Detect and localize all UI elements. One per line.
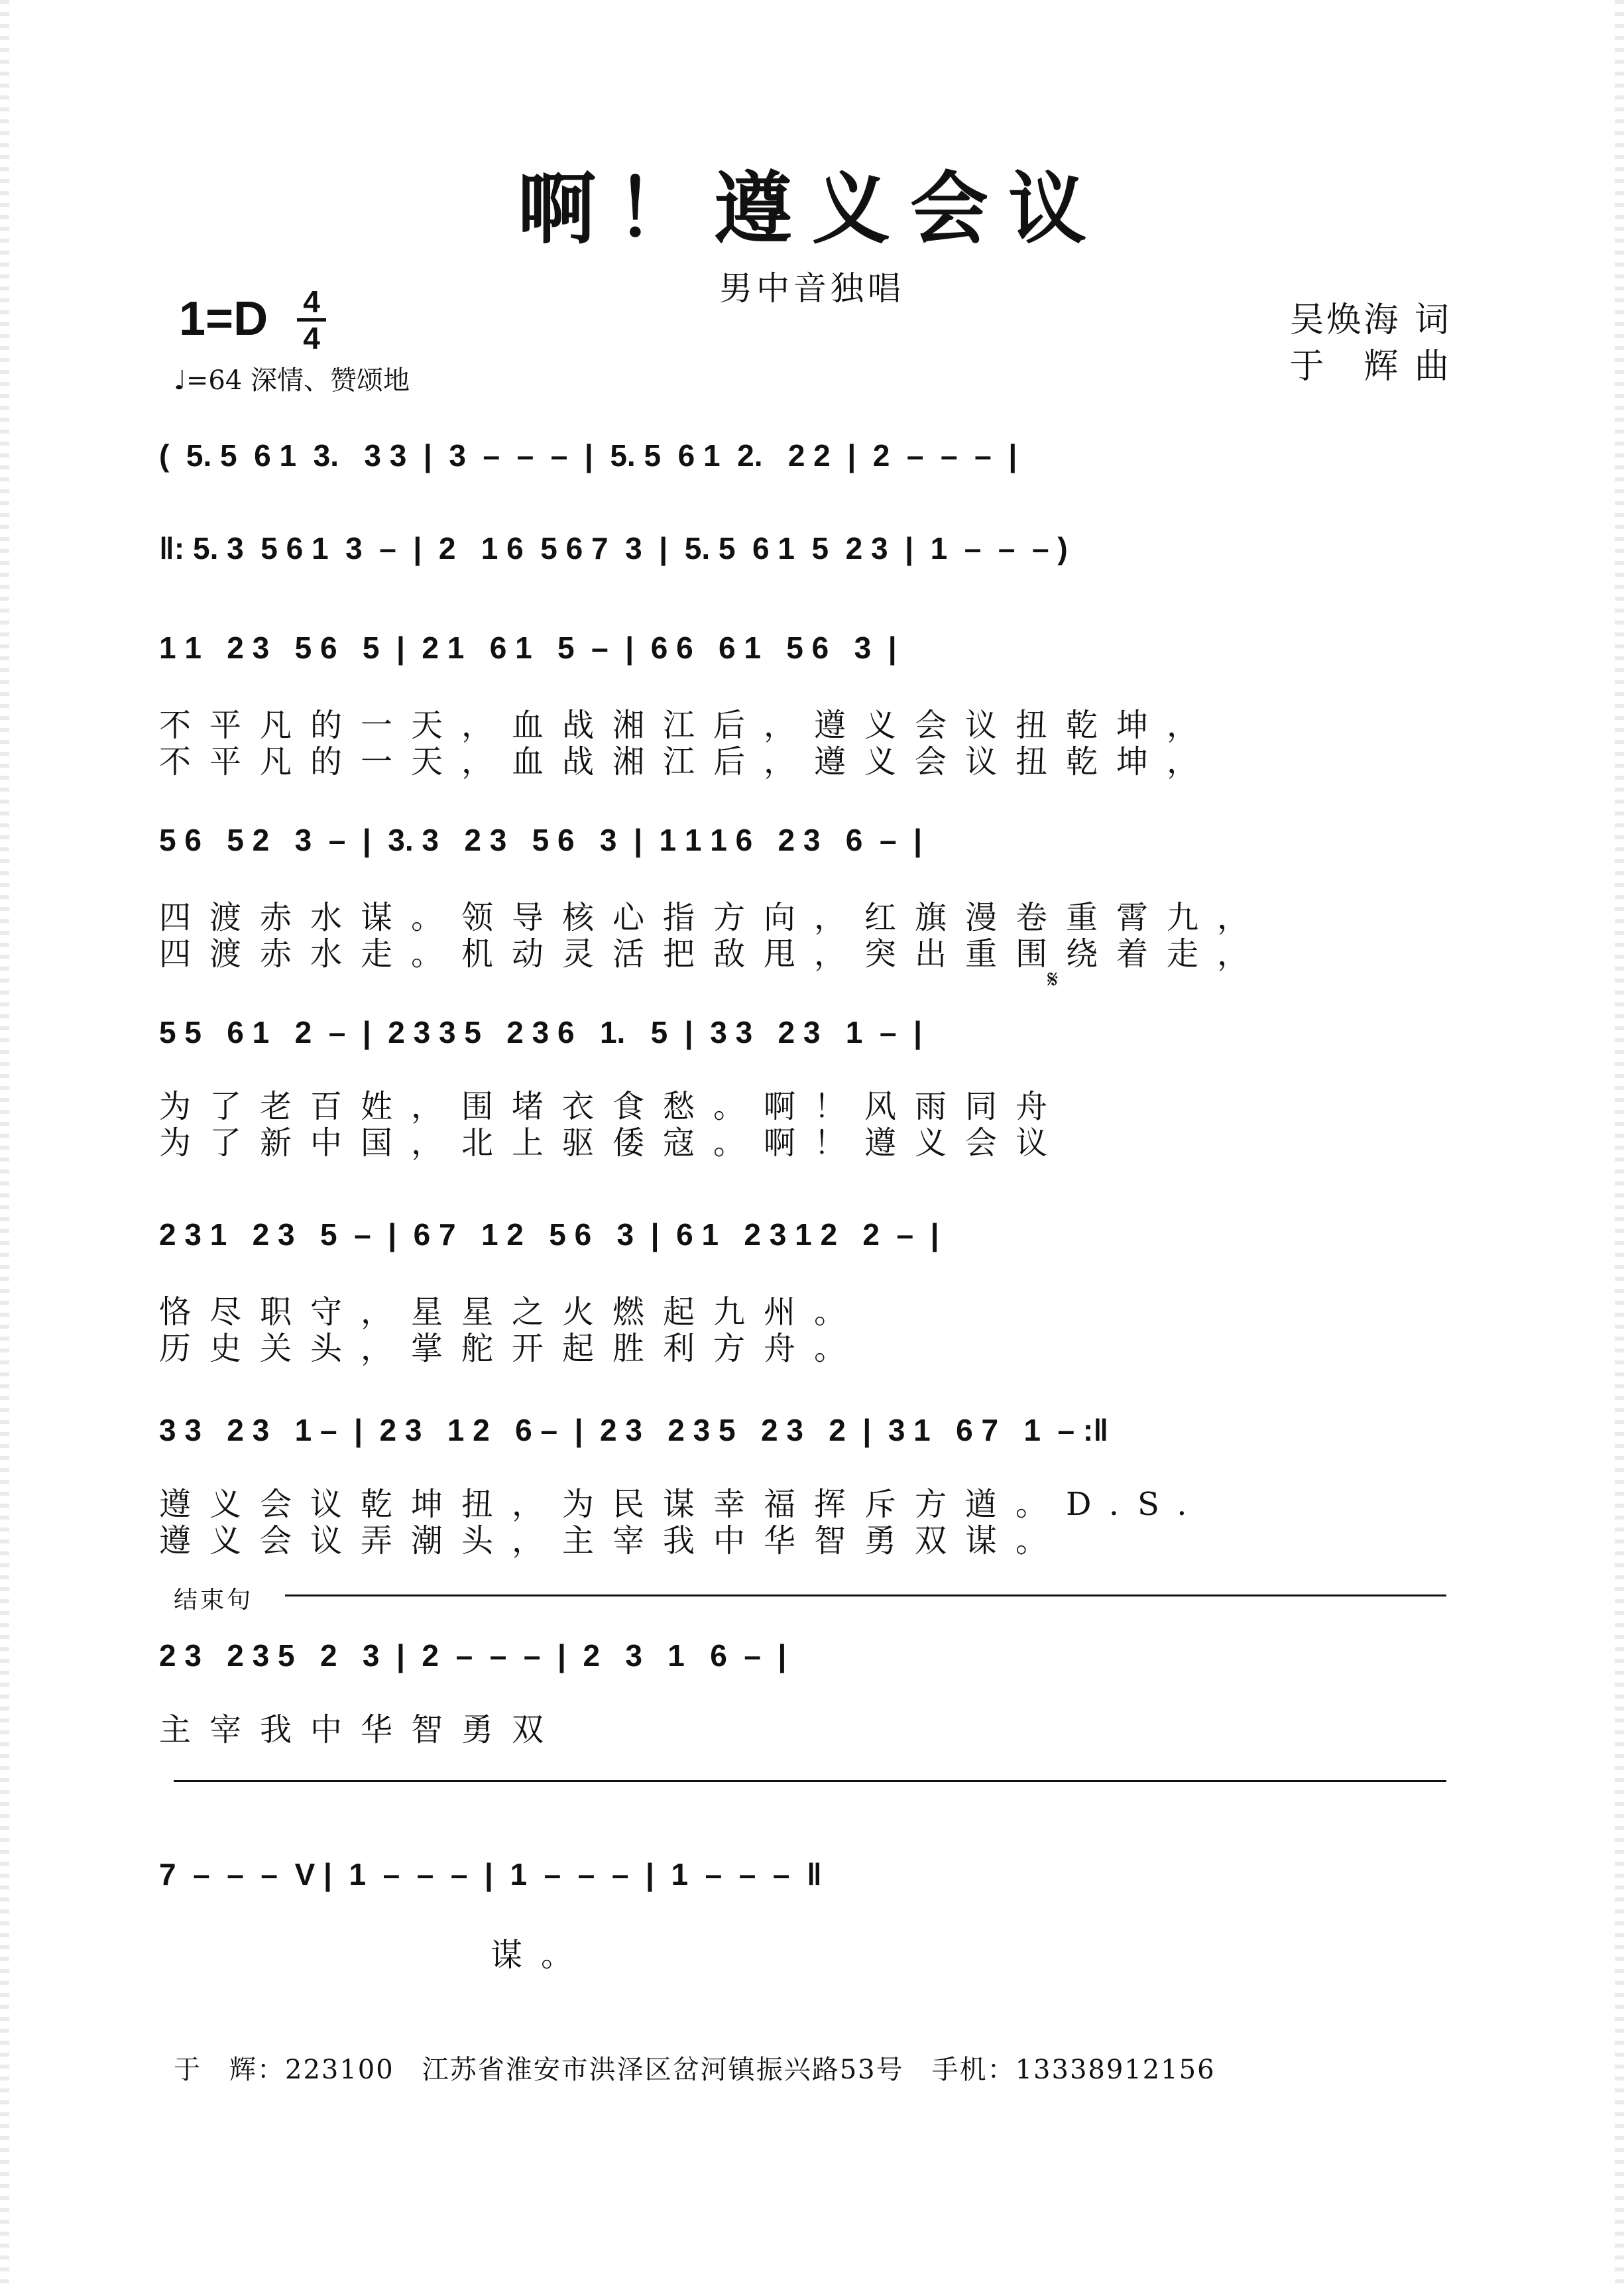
page-title: 啊！遵义会议: [517, 162, 1106, 255]
notes-line: 7 – – – V | 1 – – – | 1 – – – | 1 – – – ‖: [159, 1857, 822, 1892]
lyric-verse-2: 历史关头，掌舵开起胜利方舟。: [159, 1330, 865, 1367]
lyricist: 吴焕海 词: [1289, 300, 1452, 340]
lyric-verse-2: 不平凡的一天，血战湘江后，遵义会议扭乾坤，: [159, 743, 1218, 780]
tie-line: [174, 1780, 1446, 1782]
lyric-verse-2: 为了新中国，北上驱倭寇。啊！遵义会议: [159, 1124, 1067, 1162]
time-signature: [297, 286, 326, 353]
score-system-3: [159, 630, 1465, 782]
score-system-7: [159, 1412, 1465, 1565]
notes-line: ‖: 5. 3 5 6 1 3 – | 2 1 6 5 6 7 3 | 5. 5 6 1 5 2 3 | 1 – – – ): [159, 531, 1068, 566]
key-signature: 1=D: [179, 292, 268, 345]
notes-line: 5 6 5 2 3 – | 3. 3 2 3 5 6 3 | 1 1 1 6 2 3 6 – |: [159, 823, 922, 857]
segno-icon: 𝄋: [1047, 965, 1059, 994]
right-border-pattern: [1615, 0, 1624, 2284]
lyric-verse-1: 谋。: [491, 1937, 592, 1974]
lyric-verse-1: 为了老百姓，围堵衣食愁。啊！风雨同舟: [159, 1088, 1067, 1125]
notes-line: 5 5 6 1 2 – | 2 3 3 5 2 3 6 1. 5 | 3 3 2 3 1 – |: [159, 1015, 922, 1050]
credits: [1289, 297, 1452, 390]
notes-line: 3 3 2 3 1 – | 2 3 1 2 6 – | 2 3 2 3 5 2 3 2 | 3 1 6 7 1 – :‖: [159, 1413, 1109, 1447]
score-system-6: [159, 1217, 1465, 1369]
lyric-verse-1: 主宰我中华智勇双: [159, 1711, 563, 1748]
contact-footer: 于 辉：223100 江苏省淮安市洪泽区岔河镇振兴路53号 手机：13338912156: [174, 2055, 1216, 2085]
ending-bracket-line: [285, 1594, 1446, 1596]
score-system-4: [159, 822, 1465, 975]
lyric-verse-1: 恪尽职守，星星之火燃起九州。: [159, 1293, 865, 1331]
score-system-9: [159, 1856, 1465, 1976]
time-sig-bottom: 4: [303, 321, 320, 355]
subtitle: 男中音独唱: [719, 269, 905, 308]
score-system-8: [159, 1638, 1465, 1748]
lyric-verse-1: 四渡赤水谋。领导核心指方向，红旗漫卷重霄九，: [159, 899, 1268, 936]
score-system-2: [159, 530, 1465, 597]
lyric-verse-2: 四渡赤水走。机动灵活把敌甩，突出重围绕着走，: [159, 935, 1268, 973]
notes-line: 2 3 1 2 3 5 – | 6 7 1 2 5 6 3 | 6 1 2 3 1 2 2 – |: [159, 1217, 939, 1252]
ending-label: 结束句: [174, 1587, 254, 1614]
lyric-verse-2: 遵义会议弄潮头，主宰我中华智勇双谋。: [159, 1522, 1067, 1559]
lyric-verse-1: 不平凡的一天，血战湘江后，遵义会议扭乾坤，: [159, 707, 1218, 744]
time-sig-top: 4: [303, 284, 320, 319]
tempo-marking: ♩=64 深情、赞颂地: [174, 365, 410, 396]
left-border-pattern: [0, 0, 9, 2284]
notes-line: 1 1 2 3 5 6 5 | 2 1 6 1 5 – | 6 6 6 1 5 6 3 |: [159, 631, 897, 665]
composer: 于 辉 曲: [1289, 347, 1452, 387]
lyric-verse-1: 遵义会议乾坤扭，为民谋幸福挥斥方遒。D.S.: [159, 1486, 1206, 1523]
score-system-5: [159, 1014, 1465, 1167]
score-system-1: [159, 438, 1465, 504]
notes-line: 2 3 2 3 5 2 3 | 2 – – – | 2 3 1 6 – |: [159, 1638, 787, 1673]
notes-line: ( 5. 5 6 1 3. 3 3 | 3 – – – | 5. 5 6 1 2. 2 2 | 2 – – – |: [159, 438, 1017, 473]
